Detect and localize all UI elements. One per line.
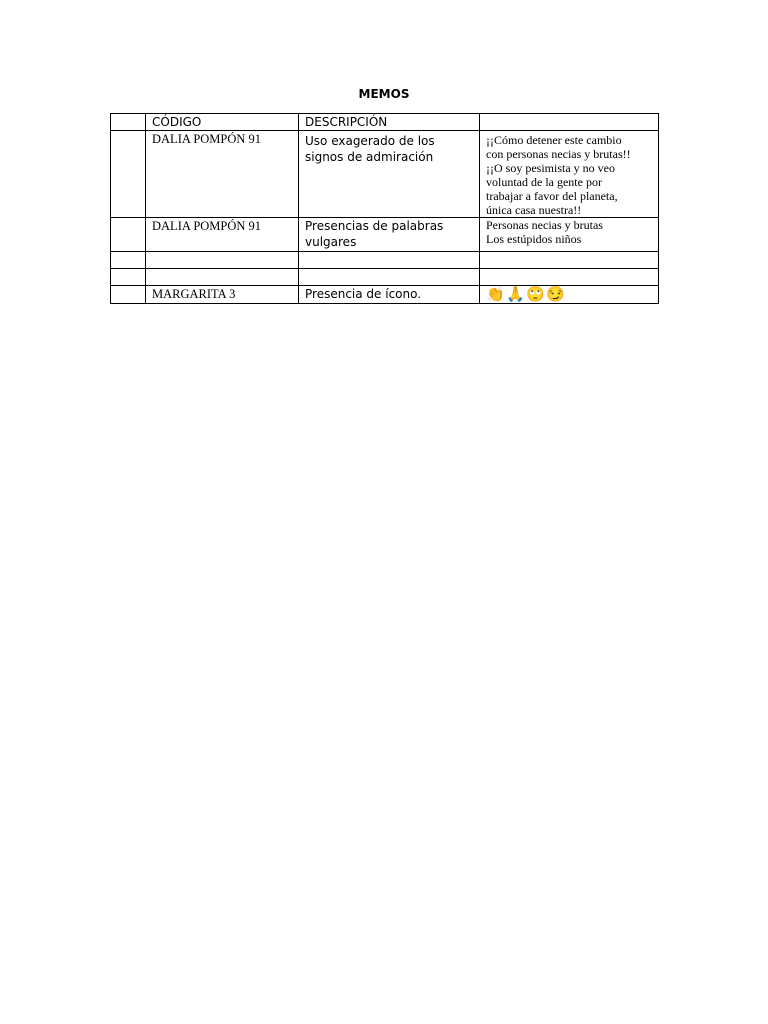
text-line: voluntad de la gente por <box>486 175 602 189</box>
number-cell <box>111 286 146 304</box>
code-value: MARGARITA 3 <box>152 287 236 301</box>
clapping-hands-icon: 👏 <box>486 286 505 303</box>
header-code-cell <box>146 114 299 131</box>
description-cell <box>299 286 480 304</box>
code-value: DALIA POMPÓN 91 <box>152 219 262 233</box>
text-line: trabajar a favor del planeta, <box>486 189 618 203</box>
table-row <box>111 286 659 304</box>
number-cell <box>111 131 146 218</box>
description-cell <box>299 131 480 218</box>
memo-table <box>110 113 659 304</box>
praying-hands-icon: 🙏 <box>506 286 525 303</box>
number-cell <box>111 269 146 286</box>
code-cell <box>146 131 299 218</box>
number-cell <box>111 218 146 252</box>
text-cell <box>480 131 659 218</box>
text-line: única casa nuestra!! <box>486 203 582 217</box>
description-value: Presencia de ícono. <box>305 287 422 301</box>
code-cell <box>146 218 299 252</box>
text-line: Personas necias y brutas <box>486 218 603 232</box>
emoji-list <box>486 286 652 303</box>
description-cell <box>299 218 480 252</box>
code-value: DALIA POMPÓN 91 <box>152 132 262 146</box>
text-line: Los estúpidos niños <box>486 232 582 246</box>
table-header-row <box>111 114 659 131</box>
text-cell <box>480 218 659 252</box>
text-line: con personas necias y brutas!! <box>486 147 631 161</box>
text-cell <box>480 269 659 286</box>
code-cell <box>146 286 299 304</box>
description-cell <box>299 269 480 286</box>
text-cell <box>480 252 659 269</box>
header-description-cell <box>299 114 480 131</box>
document-title: MEMOS <box>358 87 410 101</box>
number-cell <box>111 252 146 269</box>
text-line: ¡¡O soy pesimista y no veo <box>486 161 615 175</box>
smirking-face-icon: 😏 <box>546 286 565 303</box>
description-value: Uso exagerado de los signos de admiración <box>305 134 435 164</box>
text-line: ¡¡Cómo detener este cambio <box>486 133 622 147</box>
header-number-cell <box>111 114 146 131</box>
text-cell <box>480 286 659 304</box>
header-code-label: CÓDIGO <box>152 115 202 129</box>
code-cell <box>146 269 299 286</box>
description-value: Presencias de palabras vulgares <box>305 219 444 249</box>
table-row <box>111 218 659 252</box>
table-row <box>111 131 659 218</box>
table-row <box>111 269 659 286</box>
description-cell <box>299 252 480 269</box>
header-text-cell <box>480 114 659 131</box>
table-row <box>111 252 659 269</box>
eye-roll-face-icon: 🙄 <box>526 286 545 303</box>
header-description-label: DESCRIPCIÓN <box>305 115 388 129</box>
code-cell <box>146 252 299 269</box>
